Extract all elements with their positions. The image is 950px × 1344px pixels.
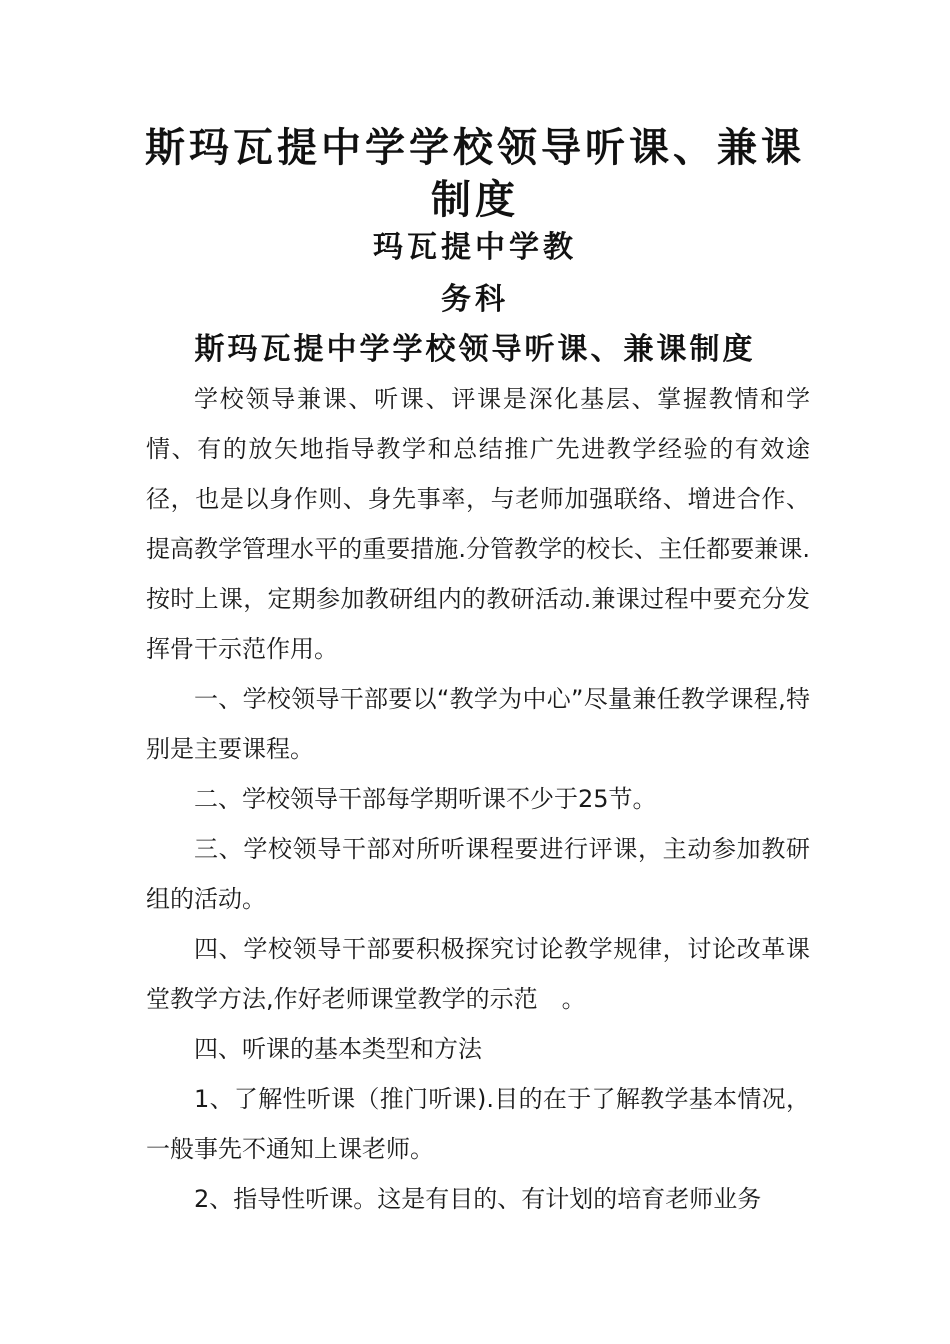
- document-title-repeat: 斯玛瓦提中学学校领导听课、兼课制度: [194, 332, 756, 367]
- paragraph-subitem-2: 2、指导性听课。这是有目的、有计划的培育老师业务: [194, 1185, 762, 1213]
- section-heading: 四、听课的基本类型和方法: [194, 1035, 482, 1063]
- issuer-line-2: 务科: [441, 282, 509, 317]
- document-body: [146, 374, 810, 1224]
- paragraph-subitem-1: 1、了解性听课（推门听课).目的在于了解教学基本情况，一般事先不通知上课老师。: [146, 1085, 810, 1163]
- paragraph-intro: 学校领导兼课、听课、评课是深化基层、掌握教情和学情、有的放矢地指导教学和总结推广先进教学经验的有效途径，也是以身作则、身先事率，与老师加强联络、增进合作、提高教学管理水平的重要措施.分管教学的校长、主任都要兼课.按时上课，定期参加教研组内的教研活动.兼课过程中要充分发挥骨干示范作用。: [146, 385, 810, 663]
- paragraph-item-1: 一、学校领导干部要以“教学为中心”尽量兼任教学课程,特别是主要课程。: [146, 685, 810, 763]
- document-title: 斯玛瓦提中学学校领导听课、兼课制度: [145, 124, 805, 223]
- paragraph-item-3: 三、学校领导干部对所听课程要进行评课，主动参加教研组的活动。: [146, 835, 810, 913]
- issuer-line-1: 玛瓦提中学教: [373, 230, 577, 265]
- paragraph-item-4: 四、学校领导干部要积极探究讨论教学规律，讨论改革课堂教学方法,作好老师课堂教学的示范 。: [146, 935, 810, 1013]
- paragraph-item-2: 二、学校领导干部每学期听课不少于25节。: [194, 785, 657, 813]
